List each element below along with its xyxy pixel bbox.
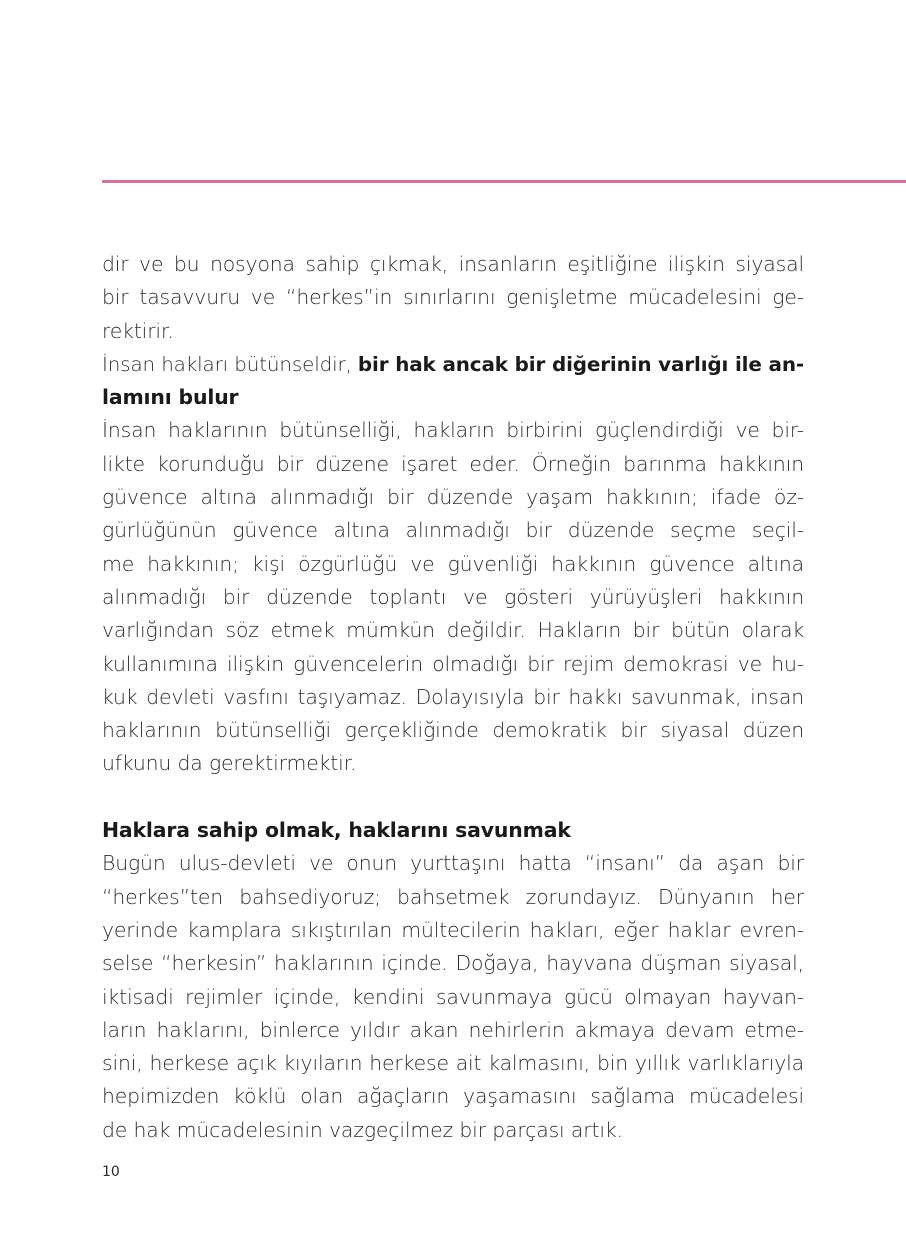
text-line: ufkunu da gerektirmektir. <box>102 751 357 776</box>
text-line: yerinde kamplara sıkıştırılan mültecilerin hakları, eğer haklar evren- <box>102 917 804 942</box>
highlight-statement <box>102 348 804 415</box>
section-heading: Haklara sahip olmak, haklarını savunmak <box>102 818 571 843</box>
paragraph-continuation <box>102 248 804 348</box>
text-line: bir tasavvuru ve “herkes”in sınırlarını genişletme mücadelesini ge- <box>102 285 804 310</box>
paragraph-spacer <box>102 781 804 814</box>
statement-bold-text: lamını bulur <box>102 385 239 410</box>
text-line: selse “herkesin” haklarının içinde. Doğaya, hayvana düşman siyasal, <box>102 951 804 976</box>
text-line: likte korunduğu bir düzene işaret eder. Örneğin barınma hakkının <box>102 451 804 476</box>
header-divider <box>102 180 906 183</box>
text-line: İnsan haklarının bütünselliği, hakların birbirini güçlendirdiği ve bir- <box>102 418 804 443</box>
text-line: alınmadığı bir düzende toplantı ve gösteri yürüyüşleri hakkının <box>102 584 804 609</box>
paragraph-everyone <box>102 847 804 1147</box>
text-line: Bugün ulus-devleti ve onun yurttaşını hatta “insanı” da aşan bir <box>102 851 804 876</box>
text-line: ların haklarını, binlerce yıldır akan nehirlerin akmaya devam etme- <box>102 1017 804 1042</box>
page-number: 10 <box>102 1164 120 1180</box>
paragraph-integrity <box>102 414 804 780</box>
text-line: gürlüğünün güvence altına alınmadığı bir düzende seçme seçil- <box>102 518 804 543</box>
text-line: me hakkının; kişi özgürlüğü ve güvenliği hakkının güvence altına <box>102 551 804 576</box>
text-line: haklarının bütünselliği gerçekliğinde demokratik bir siyasal düzen <box>102 718 804 743</box>
text-line: “herkes”ten bahsediyoruz; bahsetmek zorundayız. Dünyanın her <box>102 884 804 909</box>
text-line <box>102 348 804 381</box>
text-line: rektirir. <box>102 318 174 343</box>
text-line: de hak mücadelesinin vazgeçilmez bir parçası artık. <box>102 1117 623 1142</box>
text-line: kuk devleti vasfını taşıyamaz. Dolayısıyla bir hakkı savunmak, insan <box>102 684 804 709</box>
page-body <box>102 248 804 1147</box>
text-line: iktisadi rejimler içinde, kendini savunmaya gücü olmayan hayvan- <box>102 984 804 1009</box>
text-line: güvence altına alınmadığı bir düzende yaşam hakkının; ifade öz- <box>102 485 804 510</box>
text-line: varlığından söz etmek mümkün değildir. Hakların bir bütün olarak <box>102 618 804 643</box>
text-line: kullanımına ilişkin güvencelerin olmadığı bir rejim demokrasi ve hu- <box>102 651 804 676</box>
text-line: dir ve bu nosyona sahip çıkmak, insanların eşitliğine ilişkin siyasal <box>102 252 804 276</box>
text-line: sini, herkese açık kıyıların herkese ait kalmasını, bin yıllık varlıklarıyla <box>102 1051 804 1076</box>
text-line: hepimizden köklü olan ağaçların yaşamasını sağlama mücadelesi <box>102 1084 804 1109</box>
statement-normal-text: İnsan hakları bütünseldir, <box>102 351 358 376</box>
statement-bold-text: bir hak ancak bir diğerinin varlığı ile an- <box>357 351 804 376</box>
